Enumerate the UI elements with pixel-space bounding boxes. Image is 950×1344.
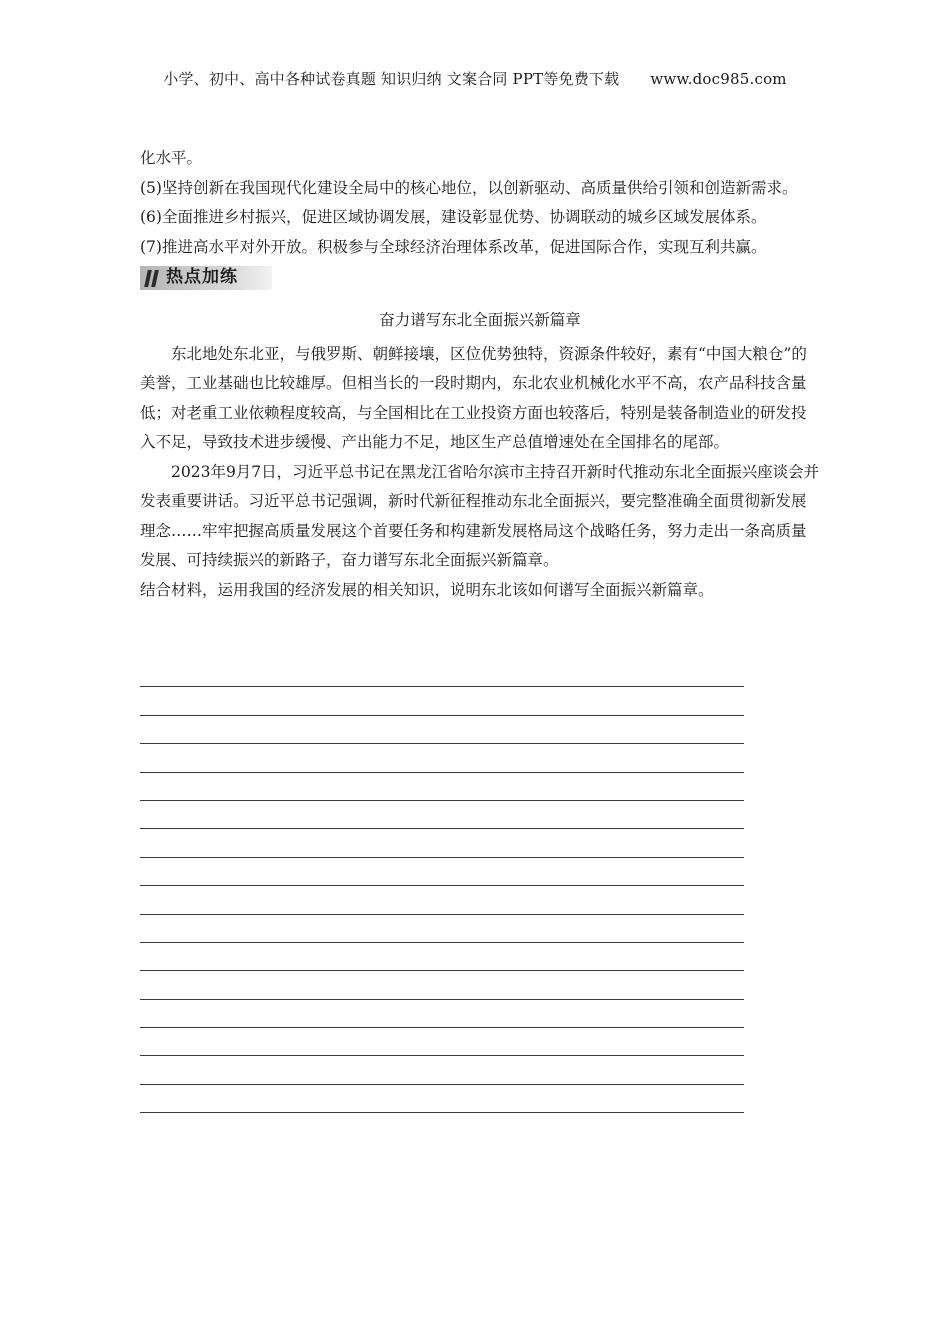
header-site: www.doc985.com — [650, 70, 787, 88]
answer-line[interactable] — [140, 659, 744, 687]
answer-line[interactable] — [140, 801, 744, 829]
answer-line[interactable] — [140, 1000, 744, 1028]
answer-line[interactable] — [140, 1056, 744, 1084]
page-header — [0, 68, 950, 89]
document-content — [140, 144, 820, 605]
point-6: (6)全面推进乡村振兴，促进区域协调发展，建设彰显优势、协调联动的城乡区域发展体系。 — [140, 208, 767, 226]
answer-line[interactable] — [140, 886, 744, 914]
article-paragraph: 2023年9月7日，习近平总书记在黑龙江省哈尔滨市主持召开新时代推动东北全面振兴座谈会并发表重要讲话。习近平总书记强调，新时代新征程推动东北全面振兴，要完整准确全面贯彻新发展理念……牢牢把握高质量发展这个首要任务和构建新发展格局这个战略任务，努力走出一条高质量发展、可持续振兴的新路子，奋力谱写东北全面振兴新篇章。 — [140, 462, 820, 569]
answer-line[interactable] — [140, 1028, 744, 1056]
point-5: (5)坚持创新在我国现代化建设全局中的核心地位，以创新驱动、高质量供给引领和创造新需求。 — [140, 178, 798, 197]
header-tagline: 小学、初中、高中各种试卷真题 知识归纳 文案合同 PPT等免费下载 — [163, 70, 620, 88]
answer-line[interactable] — [140, 744, 744, 772]
answer-line[interactable] — [140, 829, 744, 857]
article-paragraph: 东北地处东北亚，与俄罗斯、朝鲜接壤，区位优势独特，资源条件较好，素有“中国大粮仓”的美誉，工业基础也比较雄厚。但相当长的一段时期内，东北农业机械化水平不高，农产品科技含量低；对老重工业依赖程度较高，与全国相比在工业投资方面也较落后，特别是装备制造业的研发投入不足，导致技术进步缓慢、产出能力不足，地区生产总值增速处在全国排名的尾部。 — [140, 344, 807, 451]
answer-line[interactable] — [140, 687, 744, 715]
answer-line[interactable] — [140, 773, 744, 801]
answer-line[interactable] — [140, 915, 744, 943]
answer-line[interactable] — [140, 716, 744, 744]
answer-area[interactable] — [140, 659, 744, 1113]
answer-line[interactable] — [140, 971, 744, 999]
section-tag-label: 热点加练 — [166, 267, 238, 288]
article-title: 奋力谱写东北全面振兴新篇章 — [379, 311, 581, 329]
section-bars-icon — [146, 270, 160, 287]
point-7: (7)推进高水平对外开放。积极参与全球经济治理体系改革，促进国际合作，实现互利共赢。 — [140, 237, 767, 256]
answer-line[interactable] — [140, 943, 744, 971]
point-continuation: 化水平。 — [140, 149, 203, 167]
answer-line[interactable] — [140, 1085, 744, 1113]
answer-line[interactable] — [140, 858, 744, 886]
question-prompt: 结合材料，运用我国的经济发展的相关知识，说明东北该如何谱写全面振兴新篇章。 — [140, 580, 714, 599]
section-tag — [140, 266, 272, 290]
